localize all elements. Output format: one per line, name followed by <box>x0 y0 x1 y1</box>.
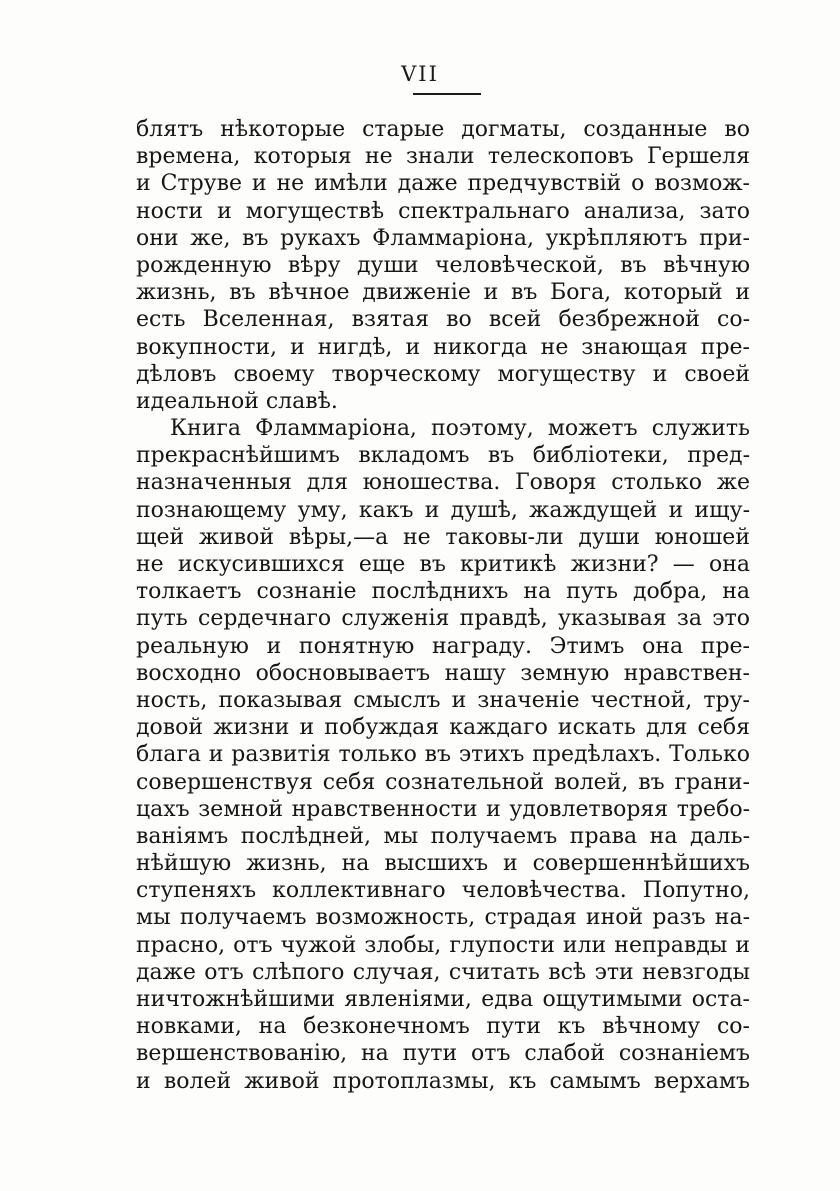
text-line: идеальной славѣ. <box>136 388 338 414</box>
text-line: мы получаемъ возможность, страдая иной разъ на- <box>136 905 750 931</box>
page-number: VII <box>401 62 439 86</box>
text-line: восходно обосновываетъ нашу земную нравствен- <box>136 660 750 686</box>
text-line: и Струве и не имѣли даже предчувствій о возмож- <box>136 171 750 197</box>
text-line: вокупности, и нигдѣ, и никогда не знающая пре- <box>136 334 750 360</box>
text-line: совершенствуя себя сознательной волей, въ грани- <box>136 769 750 795</box>
text-line: даже отъ слѣпого случая, считать всѣ эти невзгоды <box>136 959 750 985</box>
text-line: они же, въ рукахъ Фламмаріона, укрѣпляютъ при- <box>136 225 750 251</box>
text-line: толкаетъ сознаніе послѣднихъ на путь добра, на <box>136 579 750 605</box>
text-line: ступеняхъ коллективнаго человѣчества. Попутно, <box>136 878 750 904</box>
text-line: ничтожнѣйшими явленіями, едва ощутимыми оста- <box>136 987 750 1012</box>
text-line: прекраснѣйшимъ вкладомъ въ библіотеки, пред- <box>136 443 750 469</box>
text-line: блага и развитія только въ этихъ предѣлахъ. Только <box>136 742 750 768</box>
text-line: ваніямъ послѣдней, мы получаемъ права на даль- <box>136 823 750 849</box>
text-line: довой жизни и побуждая каждаго искать для себя <box>136 715 750 741</box>
text-line: блятъ нѣкоторые старые догматы, созданные во <box>136 117 750 142</box>
text-line: нѣйшую жизнь, на высшихъ и совершеннѣйшихъ <box>136 851 750 877</box>
text-line: щей живой вѣры,—а не таковы-ли души юношей <box>136 524 750 550</box>
text-line: и волей живой протоплазмы, къ самымъ верхамъ <box>136 1068 750 1094</box>
text-line: ность, показывая смыслъ и значеніе честной, тру- <box>136 687 750 713</box>
text-line: цахъ земной нравственности и удовлетворяя требо- <box>136 796 750 822</box>
paragraph-first-line: Книга Фламмаріона, поэтому, можетъ служить <box>170 416 750 442</box>
text-line: назначенныя для юношества. Говоря столько же <box>136 470 750 496</box>
text-line: не искусившихся еще въ критикѣ жизни? — она <box>136 552 750 577</box>
text-line: времена, которыя не знали телескоповъ Гершеля <box>136 144 750 170</box>
text-line: прасно, отъ чужой злобы, глупости или неправды и <box>136 932 750 958</box>
text-line: жизнь, въ вѣчное движеніе и въ Бога, который и <box>136 280 750 306</box>
text-line: реальную и понятную награду. Этимъ она пре- <box>136 633 750 659</box>
text-line: вершенствованію, на пути отъ слабой сознаніемъ <box>136 1041 750 1067</box>
text-line: ности и могуществѣ спектральнаго анализа, зато <box>136 198 750 224</box>
page-body-text <box>136 116 750 1095</box>
text-line: есть Вселенная, взятая во всей безбрежной со- <box>136 307 750 333</box>
text-line: рожденную вѣру души человѣческой, въ вѣчную <box>136 252 750 278</box>
text-line: путь сердечнаго служенія правдѣ, указывая за это <box>136 606 750 632</box>
text-line: новками, на безконечномъ пути къ вѣчному со- <box>136 1014 750 1040</box>
page-number-rule <box>413 93 481 95</box>
text-line: познающему уму, какъ и душѣ, жаждущей и ищу- <box>136 497 750 523</box>
text-line: дѣловъ своему творческому могуществу и своей <box>136 361 750 387</box>
